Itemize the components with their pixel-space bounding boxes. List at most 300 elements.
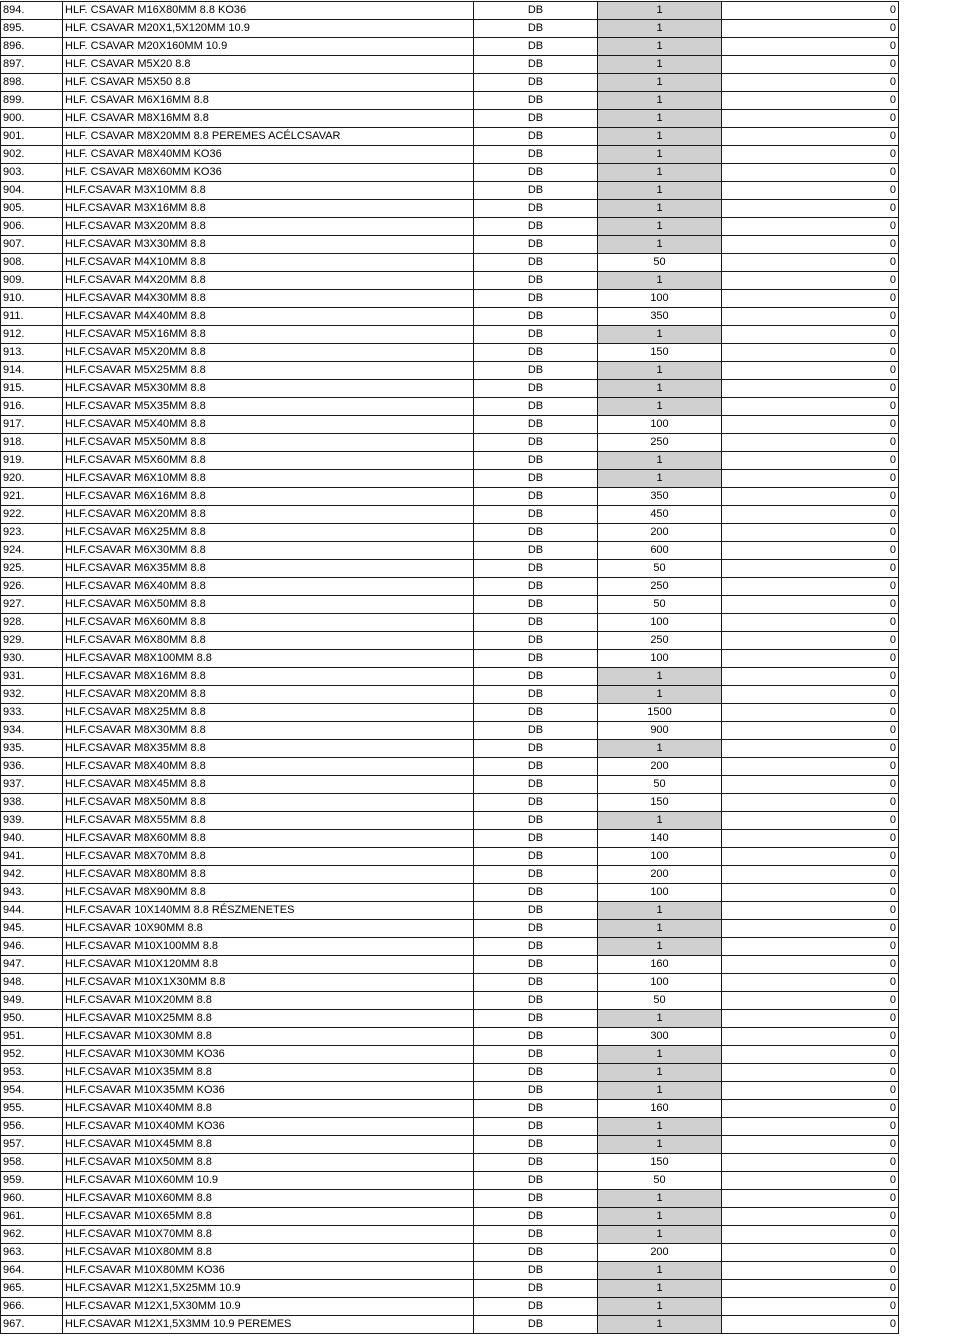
- item-name-cell: HLF. CSAVAR M8X40MM KO36: [63, 146, 474, 164]
- unit-cell: DB: [474, 1100, 598, 1118]
- unit-cell: DB: [474, 614, 598, 632]
- table-row: [1, 1244, 899, 1262]
- unit-cell: DB: [474, 938, 598, 956]
- quantity-cell: 1: [598, 1262, 722, 1280]
- item-name-cell: HLF.CSAVAR M5X35MM 8.8: [63, 398, 474, 416]
- quantity-cell: 100: [598, 884, 722, 902]
- value-cell: 0: [722, 1154, 899, 1172]
- quantity-cell: 350: [598, 308, 722, 326]
- item-name-cell: HLF.CSAVAR M4X10MM 8.8: [63, 254, 474, 272]
- item-name-cell: HLF.CSAVAR M5X20MM 8.8: [63, 344, 474, 362]
- unit-cell: DB: [474, 524, 598, 542]
- table-row: [1, 452, 899, 470]
- unit-cell: DB: [474, 1082, 598, 1100]
- value-cell: 0: [722, 1190, 899, 1208]
- quantity-cell: 1: [598, 812, 722, 830]
- table-row: [1, 362, 899, 380]
- table-row: [1, 992, 899, 1010]
- item-name-cell: HLF.CSAVAR M6X40MM 8.8: [63, 578, 474, 596]
- quantity-cell: 1: [598, 182, 722, 200]
- table-row: [1, 164, 899, 182]
- unit-cell: DB: [474, 488, 598, 506]
- row-number-cell: 906.: [1, 218, 63, 236]
- unit-cell: DB: [474, 416, 598, 434]
- unit-cell: DB: [474, 398, 598, 416]
- value-cell: 0: [722, 74, 899, 92]
- unit-cell: DB: [474, 1028, 598, 1046]
- unit-cell: DB: [474, 1262, 598, 1280]
- quantity-cell: 1: [598, 38, 722, 56]
- value-cell: 0: [722, 236, 899, 254]
- quantity-cell: 160: [598, 956, 722, 974]
- value-cell: 0: [722, 200, 899, 218]
- table-row: [1, 794, 899, 812]
- row-number-cell: 924.: [1, 542, 63, 560]
- item-name-cell: HLF.CSAVAR M12X1,5X3MM 10.9 PEREMES: [63, 1316, 474, 1334]
- item-name-cell: HLF.CSAVAR M10X70MM 8.8: [63, 1226, 474, 1244]
- value-cell: 0: [722, 416, 899, 434]
- quantity-cell: 1: [598, 110, 722, 128]
- unit-cell: DB: [474, 254, 598, 272]
- value-cell: 0: [722, 1172, 899, 1190]
- quantity-cell: 200: [598, 866, 722, 884]
- row-number-cell: 907.: [1, 236, 63, 254]
- table-row: [1, 542, 899, 560]
- unit-cell: DB: [474, 1190, 598, 1208]
- row-number-cell: 950.: [1, 1010, 63, 1028]
- item-name-cell: HLF. CSAVAR M6X16MM 8.8: [63, 92, 474, 110]
- row-number-cell: 914.: [1, 362, 63, 380]
- row-number-cell: 963.: [1, 1244, 63, 1262]
- row-number-cell: 932.: [1, 686, 63, 704]
- value-cell: 0: [722, 452, 899, 470]
- row-number-cell: 941.: [1, 848, 63, 866]
- row-number-cell: 951.: [1, 1028, 63, 1046]
- item-name-cell: HLF.CSAVAR M3X30MM 8.8: [63, 236, 474, 254]
- item-name-cell: HLF.CSAVAR M10X40MM 8.8: [63, 1100, 474, 1118]
- quantity-cell: 250: [598, 578, 722, 596]
- quantity-cell: 1: [598, 236, 722, 254]
- table-row: [1, 866, 899, 884]
- item-name-cell: HLF.CSAVAR M4X20MM 8.8: [63, 272, 474, 290]
- item-name-cell: HLF.CSAVAR M6X30MM 8.8: [63, 542, 474, 560]
- quantity-cell: 1: [598, 470, 722, 488]
- value-cell: 0: [722, 1082, 899, 1100]
- quantity-cell: 250: [598, 434, 722, 452]
- unit-cell: DB: [474, 956, 598, 974]
- item-name-cell: HLF.CSAVAR M8X16MM 8.8: [63, 668, 474, 686]
- row-number-cell: 948.: [1, 974, 63, 992]
- item-name-cell: HLF.CSAVAR M10X80MM 8.8: [63, 1244, 474, 1262]
- table-row: [1, 1010, 899, 1028]
- quantity-cell: 1: [598, 128, 722, 146]
- value-cell: 0: [722, 974, 899, 992]
- row-number-cell: 955.: [1, 1100, 63, 1118]
- row-number-cell: 952.: [1, 1046, 63, 1064]
- table-row: [1, 1190, 899, 1208]
- unit-cell: DB: [474, 578, 598, 596]
- quantity-cell: 1: [598, 452, 722, 470]
- quantity-cell: 200: [598, 1244, 722, 1262]
- unit-cell: DB: [474, 1154, 598, 1172]
- value-cell: 0: [722, 866, 899, 884]
- row-number-cell: 935.: [1, 740, 63, 758]
- value-cell: 0: [722, 1136, 899, 1154]
- table-row: [1, 236, 899, 254]
- table-row: [1, 596, 899, 614]
- value-cell: 0: [722, 1064, 899, 1082]
- value-cell: 0: [722, 344, 899, 362]
- unit-cell: DB: [474, 452, 598, 470]
- table-row: [1, 398, 899, 416]
- row-number-cell: 921.: [1, 488, 63, 506]
- row-number-cell: 912.: [1, 326, 63, 344]
- item-name-cell: HLF.CSAVAR M8X50MM 8.8: [63, 794, 474, 812]
- quantity-cell: 1: [598, 938, 722, 956]
- value-cell: 0: [722, 632, 899, 650]
- value-cell: 0: [722, 20, 899, 38]
- value-cell: 0: [722, 182, 899, 200]
- value-cell: 0: [722, 992, 899, 1010]
- table-row: [1, 110, 899, 128]
- item-name-cell: HLF. CSAVAR M8X20MM 8.8 PEREMES ACÉLCSAVAR: [63, 128, 474, 146]
- item-name-cell: HLF.CSAVAR M8X35MM 8.8: [63, 740, 474, 758]
- quantity-cell: 1: [598, 56, 722, 74]
- unit-cell: DB: [474, 848, 598, 866]
- row-number-cell: 915.: [1, 380, 63, 398]
- value-cell: 0: [722, 812, 899, 830]
- quantity-cell: 1: [598, 668, 722, 686]
- quantity-cell: 1: [598, 92, 722, 110]
- item-name-cell: HLF.CSAVAR M3X10MM 8.8: [63, 182, 474, 200]
- quantity-cell: 1: [598, 1298, 722, 1316]
- row-number-cell: 911.: [1, 308, 63, 326]
- table-row: [1, 920, 899, 938]
- value-cell: 0: [722, 920, 899, 938]
- quantity-cell: 1: [598, 1226, 722, 1244]
- item-name-cell: HLF.CSAVAR M6X10MM 8.8: [63, 470, 474, 488]
- item-name-cell: HLF.CSAVAR M6X25MM 8.8: [63, 524, 474, 542]
- value-cell: 0: [722, 668, 899, 686]
- item-name-cell: HLF. CSAVAR M8X60MM KO36: [63, 164, 474, 182]
- item-name-cell: HLF.CSAVAR M8X90MM 8.8: [63, 884, 474, 902]
- table-row: [1, 488, 899, 506]
- quantity-cell: 1: [598, 74, 722, 92]
- row-number-cell: 918.: [1, 434, 63, 452]
- item-name-cell: HLF.CSAVAR M5X25MM 8.8: [63, 362, 474, 380]
- unit-cell: DB: [474, 74, 598, 92]
- quantity-cell: 1: [598, 1118, 722, 1136]
- row-number-cell: 953.: [1, 1064, 63, 1082]
- quantity-cell: 50: [598, 992, 722, 1010]
- inventory-table: [0, 1, 899, 1334]
- inventory-table-body: [1, 2, 899, 1334]
- unit-cell: DB: [474, 1226, 598, 1244]
- row-number-cell: 954.: [1, 1082, 63, 1100]
- value-cell: 0: [722, 740, 899, 758]
- unit-cell: DB: [474, 380, 598, 398]
- table-row: [1, 380, 899, 398]
- item-name-cell: HLF. CSAVAR M16X80MM 8.8 KO36: [63, 2, 474, 20]
- unit-cell: DB: [474, 1064, 598, 1082]
- unit-cell: DB: [474, 794, 598, 812]
- item-name-cell: HLF.CSAVAR M5X16MM 8.8: [63, 326, 474, 344]
- item-name-cell: HLF.CSAVAR M8X45MM 8.8: [63, 776, 474, 794]
- table-row: [1, 614, 899, 632]
- unit-cell: DB: [474, 434, 598, 452]
- item-name-cell: HLF.CSAVAR M8X70MM 8.8: [63, 848, 474, 866]
- table-row: [1, 650, 899, 668]
- row-number-cell: 900.: [1, 110, 63, 128]
- quantity-cell: 50: [598, 776, 722, 794]
- quantity-cell: 1: [598, 200, 722, 218]
- table-row: [1, 1154, 899, 1172]
- quantity-cell: 1: [598, 1208, 722, 1226]
- row-number-cell: 957.: [1, 1136, 63, 1154]
- item-name-cell: HLF.CSAVAR M10X65MM 8.8: [63, 1208, 474, 1226]
- value-cell: 0: [722, 272, 899, 290]
- quantity-cell: 50: [598, 254, 722, 272]
- item-name-cell: HLF.CSAVAR M10X80MM KO36: [63, 1262, 474, 1280]
- row-number-cell: 936.: [1, 758, 63, 776]
- value-cell: 0: [722, 380, 899, 398]
- table-row: [1, 1082, 899, 1100]
- item-name-cell: HLF.CSAVAR M4X40MM 8.8: [63, 308, 474, 326]
- unit-cell: DB: [474, 128, 598, 146]
- item-name-cell: HLF.CSAVAR M10X45MM 8.8: [63, 1136, 474, 1154]
- table-row: [1, 506, 899, 524]
- value-cell: 0: [722, 848, 899, 866]
- quantity-cell: 1: [598, 1190, 722, 1208]
- value-cell: 0: [722, 1262, 899, 1280]
- value-cell: 0: [722, 614, 899, 632]
- unit-cell: DB: [474, 20, 598, 38]
- quantity-cell: 1: [598, 20, 722, 38]
- item-name-cell: HLF.CSAVAR M8X30MM 8.8: [63, 722, 474, 740]
- value-cell: 0: [722, 1046, 899, 1064]
- value-cell: 0: [722, 326, 899, 344]
- table-row: [1, 128, 899, 146]
- table-row: [1, 902, 899, 920]
- row-number-cell: 926.: [1, 578, 63, 596]
- item-name-cell: HLF.CSAVAR M4X30MM 8.8: [63, 290, 474, 308]
- quantity-cell: 1: [598, 1136, 722, 1154]
- row-number-cell: 962.: [1, 1226, 63, 1244]
- unit-cell: DB: [474, 758, 598, 776]
- row-number-cell: 929.: [1, 632, 63, 650]
- unit-cell: DB: [474, 290, 598, 308]
- table-row: [1, 416, 899, 434]
- value-cell: 0: [722, 470, 899, 488]
- quantity-cell: 1: [598, 218, 722, 236]
- unit-cell: DB: [474, 308, 598, 326]
- row-number-cell: 898.: [1, 74, 63, 92]
- item-name-cell: HLF.CSAVAR M10X100MM 8.8: [63, 938, 474, 956]
- table-row: [1, 2, 899, 20]
- unit-cell: DB: [474, 992, 598, 1010]
- row-number-cell: 894.: [1, 2, 63, 20]
- value-cell: 0: [722, 398, 899, 416]
- row-number-cell: 944.: [1, 902, 63, 920]
- value-cell: 0: [722, 254, 899, 272]
- value-cell: 0: [722, 506, 899, 524]
- row-number-cell: 920.: [1, 470, 63, 488]
- table-row: [1, 956, 899, 974]
- value-cell: 0: [722, 1244, 899, 1262]
- item-name-cell: HLF.CSAVAR M12X1,5X30MM 10.9: [63, 1298, 474, 1316]
- item-name-cell: HLF.CSAVAR M8X100MM 8.8: [63, 650, 474, 668]
- item-name-cell: HLF.CSAVAR M6X50MM 8.8: [63, 596, 474, 614]
- row-number-cell: 917.: [1, 416, 63, 434]
- quantity-cell: 50: [598, 596, 722, 614]
- item-name-cell: HLF.CSAVAR M10X35MM KO36: [63, 1082, 474, 1100]
- unit-cell: DB: [474, 470, 598, 488]
- row-number-cell: 923.: [1, 524, 63, 542]
- row-number-cell: 895.: [1, 20, 63, 38]
- table-row: [1, 38, 899, 56]
- value-cell: 0: [722, 938, 899, 956]
- row-number-cell: 896.: [1, 38, 63, 56]
- table-row: [1, 1316, 899, 1334]
- quantity-cell: 1: [598, 1064, 722, 1082]
- table-row: [1, 722, 899, 740]
- row-number-cell: 933.: [1, 704, 63, 722]
- value-cell: 0: [722, 1316, 899, 1334]
- quantity-cell: 100: [598, 416, 722, 434]
- item-name-cell: HLF.CSAVAR M8X60MM 8.8: [63, 830, 474, 848]
- table-row: [1, 1172, 899, 1190]
- value-cell: 0: [722, 902, 899, 920]
- unit-cell: DB: [474, 182, 598, 200]
- row-number-cell: 897.: [1, 56, 63, 74]
- value-cell: 0: [722, 794, 899, 812]
- value-cell: 0: [722, 1298, 899, 1316]
- unit-cell: DB: [474, 1010, 598, 1028]
- table-row: [1, 758, 899, 776]
- row-number-cell: 937.: [1, 776, 63, 794]
- item-name-cell: HLF.CSAVAR M6X35MM 8.8: [63, 560, 474, 578]
- unit-cell: DB: [474, 344, 598, 362]
- unit-cell: DB: [474, 1046, 598, 1064]
- item-name-cell: HLF.CSAVAR M6X60MM 8.8: [63, 614, 474, 632]
- table-row: [1, 830, 899, 848]
- value-cell: 0: [722, 722, 899, 740]
- item-name-cell: HLF.CSAVAR M10X60MM 8.8: [63, 1190, 474, 1208]
- table-row: [1, 578, 899, 596]
- quantity-cell: 1500: [598, 704, 722, 722]
- item-name-cell: HLF.CSAVAR M8X55MM 8.8: [63, 812, 474, 830]
- item-name-cell: HLF.CSAVAR M5X40MM 8.8: [63, 416, 474, 434]
- value-cell: 0: [722, 686, 899, 704]
- row-number-cell: 939.: [1, 812, 63, 830]
- row-number-cell: 959.: [1, 1172, 63, 1190]
- value-cell: 0: [722, 524, 899, 542]
- value-cell: 0: [722, 1118, 899, 1136]
- value-cell: 0: [722, 308, 899, 326]
- quantity-cell: 1: [598, 398, 722, 416]
- unit-cell: DB: [474, 1208, 598, 1226]
- quantity-cell: 200: [598, 758, 722, 776]
- unit-cell: DB: [474, 506, 598, 524]
- value-cell: 0: [722, 110, 899, 128]
- item-name-cell: HLF.CSAVAR M10X120MM 8.8: [63, 956, 474, 974]
- quantity-cell: 50: [598, 560, 722, 578]
- unit-cell: DB: [474, 326, 598, 344]
- value-cell: 0: [722, 164, 899, 182]
- value-cell: 0: [722, 128, 899, 146]
- table-row: [1, 974, 899, 992]
- table-row: [1, 668, 899, 686]
- item-name-cell: HLF. CSAVAR M20X1,5X120MM 10.9: [63, 20, 474, 38]
- table-row: [1, 704, 899, 722]
- value-cell: 0: [722, 1010, 899, 1028]
- quantity-cell: 1: [598, 146, 722, 164]
- table-row: [1, 1298, 899, 1316]
- table-row: [1, 1262, 899, 1280]
- row-number-cell: 965.: [1, 1280, 63, 1298]
- table-row: [1, 74, 899, 92]
- value-cell: 0: [722, 578, 899, 596]
- table-row: [1, 524, 899, 542]
- item-name-cell: HLF.CSAVAR M3X16MM 8.8: [63, 200, 474, 218]
- table-row: [1, 1226, 899, 1244]
- value-cell: 0: [722, 362, 899, 380]
- unit-cell: DB: [474, 632, 598, 650]
- unit-cell: DB: [474, 146, 598, 164]
- quantity-cell: 100: [598, 290, 722, 308]
- item-name-cell: HLF. CSAVAR M5X20 8.8: [63, 56, 474, 74]
- unit-cell: DB: [474, 2, 598, 20]
- value-cell: 0: [722, 434, 899, 452]
- table-row: [1, 632, 899, 650]
- quantity-cell: 100: [598, 650, 722, 668]
- quantity-cell: 1: [598, 1280, 722, 1298]
- row-number-cell: 908.: [1, 254, 63, 272]
- quantity-cell: 1: [598, 326, 722, 344]
- item-name-cell: HLF.CSAVAR M10X25MM 8.8: [63, 1010, 474, 1028]
- row-number-cell: 947.: [1, 956, 63, 974]
- row-number-cell: 901.: [1, 128, 63, 146]
- unit-cell: DB: [474, 92, 598, 110]
- quantity-cell: 1: [598, 902, 722, 920]
- table-row: [1, 1046, 899, 1064]
- value-cell: 0: [722, 92, 899, 110]
- row-number-cell: 967.: [1, 1316, 63, 1334]
- row-number-cell: 964.: [1, 1262, 63, 1280]
- unit-cell: DB: [474, 974, 598, 992]
- value-cell: 0: [722, 1226, 899, 1244]
- item-name-cell: HLF.CSAVAR 10X140MM 8.8 RÉSZMENETES: [63, 902, 474, 920]
- row-number-cell: 931.: [1, 668, 63, 686]
- row-number-cell: 958.: [1, 1154, 63, 1172]
- unit-cell: DB: [474, 1118, 598, 1136]
- item-name-cell: HLF.CSAVAR M6X80MM 8.8: [63, 632, 474, 650]
- unit-cell: DB: [474, 902, 598, 920]
- table-row: [1, 20, 899, 38]
- item-name-cell: HLF.CSAVAR M10X60MM 10.9: [63, 1172, 474, 1190]
- value-cell: 0: [722, 776, 899, 794]
- row-number-cell: 905.: [1, 200, 63, 218]
- row-number-cell: 949.: [1, 992, 63, 1010]
- unit-cell: DB: [474, 1172, 598, 1190]
- table-row: [1, 272, 899, 290]
- quantity-cell: 1: [598, 2, 722, 20]
- item-name-cell: HLF.CSAVAR M10X20MM 8.8: [63, 992, 474, 1010]
- item-name-cell: HLF. CSAVAR M5X50 8.8: [63, 74, 474, 92]
- row-number-cell: 934.: [1, 722, 63, 740]
- item-name-cell: HLF.CSAVAR M10X50MM 8.8: [63, 1154, 474, 1172]
- quantity-cell: 600: [598, 542, 722, 560]
